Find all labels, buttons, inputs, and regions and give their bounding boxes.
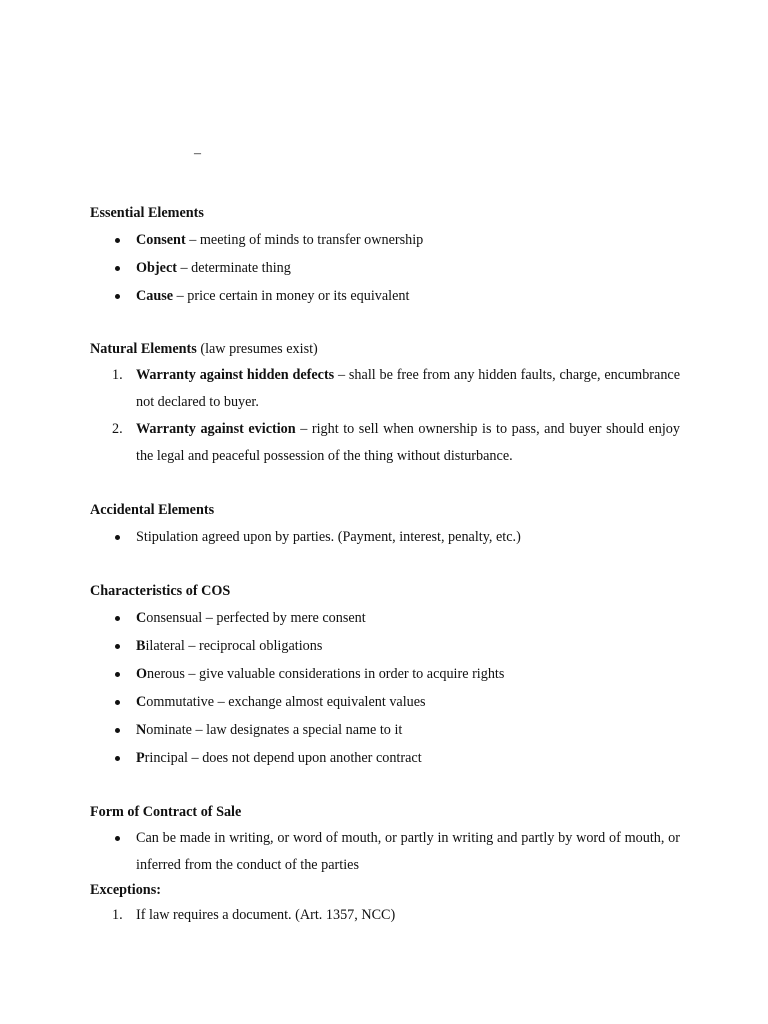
- form-list: [90, 825, 680, 879]
- bullet-icon: [115, 644, 120, 649]
- characteristics-list: [90, 604, 680, 772]
- item-number: 1.: [112, 367, 123, 383]
- item-initial: N: [136, 722, 147, 738]
- section-heading: [90, 339, 680, 359]
- list-item: [90, 523, 680, 551]
- bullet-icon: [115, 836, 120, 841]
- item-term: Cause: [136, 288, 174, 304]
- stray-dash: –: [194, 146, 201, 161]
- list-item: [90, 660, 680, 688]
- list-item: [90, 744, 680, 772]
- accidental-list: [90, 523, 680, 551]
- item-initial: C: [136, 610, 147, 626]
- item-text: – meeting of minds to transfer ownership: [185, 232, 424, 248]
- item-initial: P: [136, 750, 145, 766]
- exceptions-heading: Exceptions:: [90, 882, 161, 898]
- section-form-of-contract: [90, 802, 680, 929]
- section-accidental-elements: [90, 500, 680, 551]
- list-item: [90, 825, 680, 879]
- section-heading: Accidental Elements: [90, 502, 215, 518]
- item-term: Consent: [136, 232, 186, 248]
- list-item: [90, 254, 680, 282]
- item-text: nerous – give valuable considerations in order to acquire rights: [147, 666, 505, 682]
- list-item: [90, 604, 680, 632]
- section-characteristics: [90, 581, 680, 772]
- bullet-icon: [115, 266, 120, 271]
- item-number: 2.: [112, 421, 123, 437]
- item-text: onsensual – perfected by mere consent: [146, 610, 366, 626]
- bullet-icon: [115, 238, 120, 243]
- list-item: [90, 632, 680, 660]
- bullet-icon: [115, 756, 120, 761]
- item-text: ominate – law designates a special name to it: [146, 722, 403, 738]
- item-number: 1.: [112, 907, 123, 923]
- list-item: [90, 226, 680, 254]
- item-text: – price certain in money or its equivalent: [173, 288, 410, 304]
- essential-list: [90, 226, 680, 310]
- item-text: If law requires a document. (Art. 1357, NCC): [136, 907, 396, 923]
- item-text: ommutative – exchange almost equivalent values: [146, 694, 426, 710]
- item-text: – determinate thing: [176, 260, 291, 276]
- bullet-icon: [115, 535, 120, 540]
- list-item: [90, 282, 680, 310]
- heading-text: Natural Elements: [90, 341, 197, 357]
- bullet-icon: [115, 700, 120, 705]
- heading-note: (law presumes exist): [196, 341, 318, 357]
- list-item: [90, 362, 680, 416]
- item-initial: B: [136, 638, 146, 654]
- list-item: [90, 688, 680, 716]
- item-text: Can be made in writing, or word of mouth, or partly in writing and partly by word of mouth, or inferred from the conduct of the parties: [136, 830, 680, 873]
- item-term: Warranty against hidden defects: [136, 367, 335, 383]
- natural-list: [90, 362, 680, 470]
- item-initial: C: [136, 694, 147, 710]
- exceptions-list: [90, 902, 680, 929]
- bullet-icon: [115, 616, 120, 621]
- item-text: ilateral – reciprocal obligations: [145, 638, 323, 654]
- section-heading: Essential Elements: [90, 205, 204, 221]
- item-text: – shall be free from any hidden faults, charge, encumbrance not declared to buyer.: [136, 367, 681, 410]
- list-item: [90, 716, 680, 744]
- item-text: rincipal – does not depend upon another contract: [144, 750, 422, 766]
- item-term: Warranty against eviction: [136, 421, 296, 437]
- section-heading: Characteristics of COS: [90, 583, 231, 599]
- item-term: Object: [136, 260, 177, 276]
- item-text: Stipulation agreed upon by parties. (Payment, interest, penalty, etc.): [136, 529, 521, 545]
- list-item: [90, 902, 680, 929]
- section-natural-elements: [90, 339, 680, 470]
- item-text: – right to sell when ownership is to pass, and buyer should enjoy the legal and peaceful possession of the thing without disturbance.: [136, 421, 680, 464]
- section-heading: Form of Contract of Sale: [90, 804, 242, 820]
- list-item: [90, 416, 680, 470]
- section-essential-elements: [90, 203, 680, 310]
- item-initial: O: [136, 666, 148, 682]
- bullet-icon: [115, 672, 120, 677]
- bullet-icon: [115, 294, 120, 299]
- bullet-icon: [115, 728, 120, 733]
